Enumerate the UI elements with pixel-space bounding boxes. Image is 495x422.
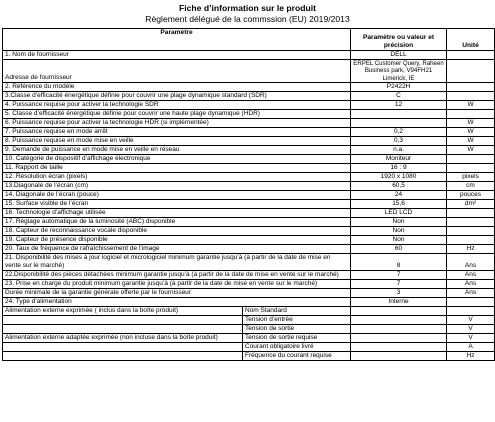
row-value: DELL [351,51,447,60]
ext-internal-label: Alimentation externe exprimée ( inclus dans la boîte produit) [3,307,243,316]
row-value: 0,3 [351,137,447,146]
row-value: Non [351,236,447,245]
row-label: Adresse de fournisseur [3,60,351,83]
row-value: 24 [351,191,447,200]
table-row [3,51,495,60]
row-value [351,343,447,352]
ext-adapted-sub: Tension de sortie requise [243,334,351,343]
table-row [3,155,495,164]
column-header-parameter: Paramètre [3,29,351,51]
row-unit [447,164,495,173]
row-label: 9. Demande de puissance en mode mise en veille en réseau [3,146,351,155]
row-value: 15,6 [351,200,447,209]
row-label: 4. Puissance requise pour activer la technologie SDR [3,101,351,110]
table-row [3,119,495,128]
row-unit [447,60,495,83]
row-value: P2422H [351,83,447,92]
row-label: 10. Catégorie de dispositif d’affichage électronique [3,155,351,164]
row-label: 22.Disponibilité des pièces détachées minimum garantie jusqu’à (à partir de la date de mise en vente sur le marché) [3,271,351,280]
table-row [3,60,495,83]
row-unit [447,51,495,60]
ext-internal-blank [3,325,243,334]
row-unit: dm² [447,200,495,209]
table-row [3,254,495,271]
row-value: LED LCD [351,209,447,218]
table-row [3,173,495,182]
table-row [3,343,495,352]
row-value: C [351,92,447,101]
row-label: 17. Réglage automatique de la luminosité (ABC) disponible [3,218,351,227]
table-row [3,289,495,298]
row-label: 21. Disponibilité des mises à jour logiciel et micrologiciel minimum garantie jusqu’à (à partir de la date de mise en vente sur le marché) [3,254,351,271]
table-row [3,245,495,254]
row-unit [447,298,495,307]
row-value [351,316,447,325]
row-value: ERPEL Customer Query, Raheen Business park, V94FH21 Limerick, IE [351,60,447,83]
row-label: 13.Diagonale de l’écran (cm) [3,182,351,191]
table-row [3,101,495,110]
column-header-unit: Unité [447,29,495,51]
row-unit: V [447,325,495,334]
row-label: 5. Classe d’efficacité énergétique définie pour couvrir une haute plage dynamique (HDR) [3,110,351,119]
row-unit: Hz [447,352,495,361]
table-row [3,209,495,218]
table-row [3,200,495,209]
row-label: 23. Prise en charge du produit minimum garantie jusqu’à (à partir de la date de mise en vente sur le marché) [3,280,351,289]
row-label: 24. Type d’alimentation [3,298,351,307]
table-row [3,298,495,307]
row-unit: Ans [447,271,495,280]
table-row [3,227,495,236]
sheet-subtitle: Règlement délégué de la commssion (EU) 2019/2013 [145,14,350,24]
row-unit [447,209,495,218]
row-value [351,352,447,361]
specification-rows [3,51,495,361]
ext-internal-sub: Tension d’entrée [243,316,351,325]
table-row [3,307,495,316]
row-value: 8 [351,254,447,271]
row-value [351,307,447,316]
table-row [3,128,495,137]
table-row [3,218,495,227]
row-value: 7 [351,280,447,289]
table-row [3,164,495,173]
row-unit [447,83,495,92]
row-unit: W [447,137,495,146]
row-value: 3 [351,289,447,298]
column-header-value: Paramètre ou valeur et précision [351,29,447,51]
row-unit [447,227,495,236]
ext-adapted-blank [3,343,243,352]
ext-adapted-label: Alimentation externe adaptée exprimée (non incluse dans la boîte produit) [3,334,243,343]
row-value: 0,2 [351,128,447,137]
row-unit: Hz [447,245,495,254]
row-unit: W [447,146,495,155]
row-label: Durée minimale de la garantie générale offerte par le fournisseur [3,289,351,298]
row-unit: Ans [447,280,495,289]
row-unit: W [447,128,495,137]
table-row [3,110,495,119]
row-unit [447,236,495,245]
table-row [3,83,495,92]
row-value [351,325,447,334]
row-label: 11. Rapport de taille [3,164,351,173]
ext-internal-sub: Nom Standard [243,307,351,316]
table-row [3,280,495,289]
row-unit: W [447,101,495,110]
row-value: 12 [351,101,447,110]
row-value: Moniteur [351,155,447,164]
row-unit: Ans [447,289,495,298]
row-label: 15. Surface visible de l’écran [3,200,351,209]
row-unit [447,110,495,119]
row-unit [447,92,495,101]
row-value [351,119,447,128]
row-unit: pouces [447,191,495,200]
row-value: Interne [351,298,447,307]
row-label: 12. Résolution écran (pixels) [3,173,351,182]
row-unit: W [447,119,495,128]
ext-adapted-sub: Fréquence du courant requise [243,352,351,361]
row-label: 20. Taux de fréquence de rafraîchissement de l’image [3,245,351,254]
row-unit [447,218,495,227]
table-row [3,92,495,101]
row-unit [447,307,495,316]
table-row [3,334,495,343]
ext-internal-blank [3,316,243,325]
ext-adapted-sub: Courant obligatoire livré [243,343,351,352]
row-label: 7. Puissance requise en mode arrêt [3,128,351,137]
row-label: 16. Technologie d’affichage utilisée [3,209,351,218]
specification-table [2,28,495,361]
row-unit: cm [447,182,495,191]
row-unit: V [447,334,495,343]
table-row [3,271,495,280]
table-row [3,182,495,191]
row-unit: A [447,343,495,352]
row-value: 1920 x 1080 [351,173,447,182]
row-value: 7 [351,271,447,280]
row-label: 2. Référence du modèle [3,83,351,92]
row-value: Non [351,227,447,236]
row-unit: Ans [447,254,495,271]
row-label: 18. Capteur de reconnaissance vocale disponible [3,227,351,236]
row-value [351,110,447,119]
row-label: 19. Capteur de présence disponible [3,236,351,245]
table-row [3,146,495,155]
row-label: 1. Nom de fournisseur [3,51,351,60]
row-unit: V [447,316,495,325]
row-unit: pixels [447,173,495,182]
row-value: n.a. [351,146,447,155]
row-label: 6. Puissance requise pour activer la technologie HDR (si implémentée) [3,119,351,128]
row-label: 8. Puissance requise en mode mise en veille [3,137,351,146]
row-value: 60,5 [351,182,447,191]
table-row [3,325,495,334]
table-row [3,316,495,325]
table-row [3,236,495,245]
row-value: 60 [351,245,447,254]
table-row [3,191,495,200]
table-row [3,352,495,361]
ext-adapted-blank [3,352,243,361]
ext-internal-sub: Tension de sortie [243,325,351,334]
table-header-row [3,29,495,51]
table-row [3,137,495,146]
sheet-title: Fiche d’information sur le produit [178,3,317,13]
row-label: 14. Diagonale de l’écran (pouce) [3,191,351,200]
row-value: 16 : 9 [351,164,447,173]
row-value [351,334,447,343]
row-value: Non [351,218,447,227]
row-unit [447,155,495,164]
row-label: 3.Classe d’efficacité énergétique définie pour couvrir une plage dynamique standard (SDR) [3,92,351,101]
